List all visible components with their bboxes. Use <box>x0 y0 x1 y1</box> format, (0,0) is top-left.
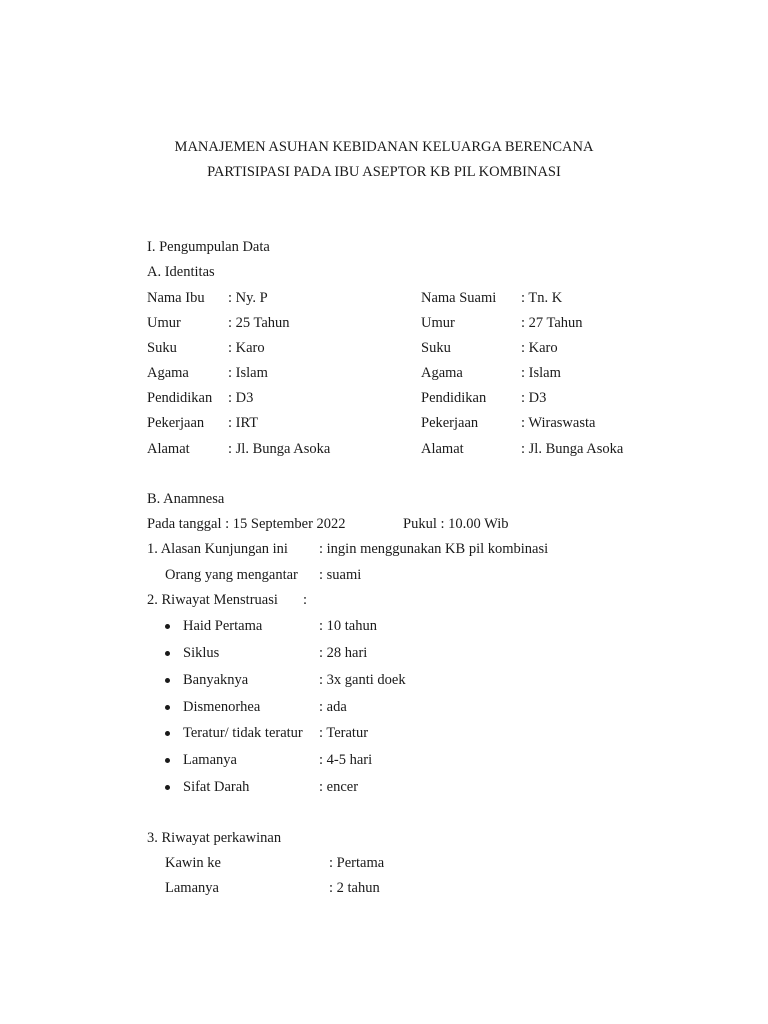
ibu-value: : Ny. P <box>228 290 268 306</box>
list-item-value: : encer <box>319 779 359 795</box>
bullet-icon <box>165 624 170 629</box>
visit-time: Pukul : 10.00 Wib <box>403 516 509 532</box>
item-alasan-kunjungan-label: 1. Alasan Kunjungan ini <box>147 541 288 557</box>
item-alasan-kunjungan-value: : ingin menggunakan KB pil kombinasi <box>319 541 549 557</box>
list-item-label: Banyaknya <box>183 672 249 688</box>
section-heading-pengumpulan-data: I. Pengumpulan Data <box>147 239 270 255</box>
bullet-icon <box>165 705 170 710</box>
ibu-value: : D3 <box>228 390 254 406</box>
suami-value: : Islam <box>521 365 561 381</box>
ibu-value: : Jl. Bunga Asoka <box>228 441 331 457</box>
list-item-value: : ada <box>319 699 347 715</box>
list-item-label: Teratur/ tidak teratur <box>183 725 303 741</box>
document-title-line2: PARTISIPASI PADA IBU ASEPTOR KB PIL KOMBINASI <box>207 164 561 180</box>
suami-value: : Karo <box>521 340 558 356</box>
suami-label: Alamat <box>421 441 464 457</box>
ibu-label: Agama <box>147 365 189 381</box>
suami-value: : Tn. K <box>521 290 563 306</box>
ibu-label: Suku <box>147 340 177 356</box>
lamanya-perkawinan-label: Lamanya <box>165 880 219 896</box>
list-item-value: : Teratur <box>319 725 369 741</box>
ibu-value: : IRT <box>228 415 259 431</box>
suami-value: : 27 Tahun <box>521 315 583 331</box>
suami-label: Agama <box>421 365 463 381</box>
suami-label: Umur <box>421 315 455 331</box>
list-item-value: : 10 tahun <box>319 618 377 634</box>
list-item-value: : 4-5 hari <box>319 752 373 768</box>
item-riwayat-perkawinan-heading: 3. Riwayat perkawinan <box>147 830 282 846</box>
ibu-label: Pendidikan <box>147 390 213 406</box>
visit-date: Pada tanggal : 15 September 2022 <box>147 516 346 532</box>
item-riwayat-menstruasi-colon: : <box>303 592 308 608</box>
ibu-label: Umur <box>147 315 181 331</box>
suami-label: Pendidikan <box>421 390 487 406</box>
suami-value: : Wiraswasta <box>521 415 596 431</box>
kawin-ke-label: Kawin ke <box>165 855 221 871</box>
bullet-icon <box>165 785 170 790</box>
bullet-icon <box>165 758 170 763</box>
document-title-line1: MANAJEMEN ASUHAN KEBIDANAN KELUARGA BERENCANA <box>174 139 594 155</box>
pengantar-value: : suami <box>319 567 362 583</box>
list-item-label: Haid Pertama <box>183 618 263 634</box>
bullet-icon <box>165 678 170 683</box>
list-item-label: Sifat Darah <box>183 779 250 795</box>
ibu-value: : Islam <box>228 365 268 381</box>
list-item-label: Siklus <box>183 645 220 661</box>
list-item-value: : 28 hari <box>319 645 368 661</box>
pengantar-label: Orang yang mengantar <box>165 567 298 583</box>
bullet-icon <box>165 651 170 656</box>
list-item-value: : 3x ganti doek <box>319 672 406 688</box>
ibu-value: : 25 Tahun <box>228 315 290 331</box>
suami-label: Suku <box>421 340 451 356</box>
lamanya-perkawinan-value: : 2 tahun <box>329 880 380 896</box>
ibu-value: : Karo <box>228 340 265 356</box>
kawin-ke-value: : Pertama <box>329 855 385 871</box>
list-item-label: Lamanya <box>183 752 237 768</box>
ibu-label: Nama Ibu <box>147 290 205 306</box>
ibu-label: Alamat <box>147 441 190 457</box>
suami-value: : Jl. Bunga Asoka <box>521 441 624 457</box>
list-item-label: Dismenorhea <box>183 699 261 715</box>
subheading-identitas: A. Identitas <box>147 264 215 280</box>
ibu-label: Pekerjaan <box>147 415 205 431</box>
bullet-icon <box>165 731 170 736</box>
subheading-anamnesa: B. Anamnesa <box>147 491 225 507</box>
suami-value: : D3 <box>521 390 547 406</box>
suami-label: Nama Suami <box>421 290 497 306</box>
item-riwayat-menstruasi-label: 2. Riwayat Menstruasi <box>147 592 278 608</box>
suami-label: Pekerjaan <box>421 415 479 431</box>
